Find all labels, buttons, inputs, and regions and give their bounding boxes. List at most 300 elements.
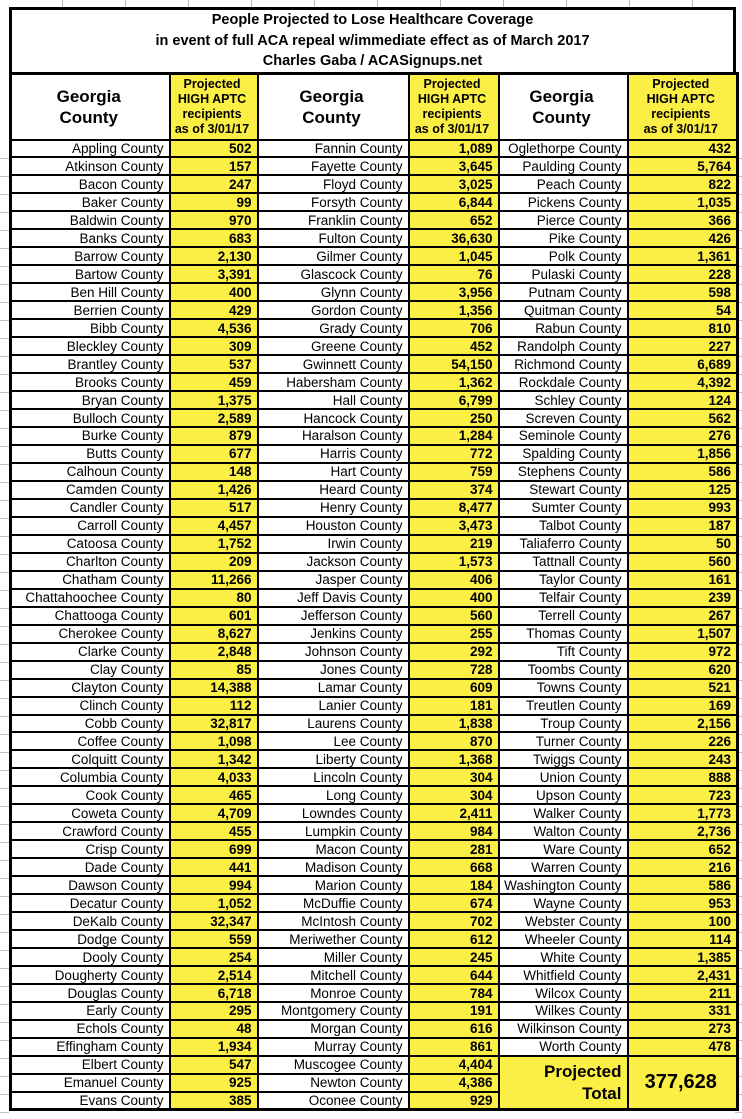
county-cell[interactable]: Mitchell County (258, 966, 409, 984)
county-cell[interactable]: Fannin County (258, 140, 409, 158)
county-cell[interactable]: Harris County (258, 445, 409, 463)
value-cell[interactable]: 54 (628, 301, 738, 319)
value-cell[interactable]: 1,385 (628, 948, 738, 966)
value-cell[interactable]: 385 (170, 1092, 258, 1110)
value-cell[interactable]: 1,342 (170, 750, 258, 768)
value-cell[interactable]: 3,025 (409, 175, 499, 193)
county-cell[interactable]: Effingham County (11, 1038, 170, 1056)
value-cell[interactable]: 374 (409, 481, 499, 499)
county-cell[interactable]: Tift County (499, 643, 628, 661)
value-cell[interactable]: 273 (628, 1020, 738, 1038)
county-cell[interactable]: Haralson County (258, 427, 409, 445)
county-cell[interactable]: Charlton County (11, 553, 170, 571)
value-cell[interactable]: 281 (409, 840, 499, 858)
county-cell[interactable]: Dade County (11, 858, 170, 876)
value-cell[interactable]: 161 (628, 571, 738, 589)
value-cell[interactable]: 455 (170, 822, 258, 840)
county-cell[interactable]: Hancock County (258, 409, 409, 427)
value-cell[interactable]: 184 (409, 876, 499, 894)
value-cell[interactable]: 1,856 (628, 445, 738, 463)
value-cell[interactable]: 1,284 (409, 427, 499, 445)
value-cell[interactable]: 295 (170, 1002, 258, 1020)
value-cell[interactable]: 239 (628, 589, 738, 607)
value-cell[interactable]: 559 (170, 930, 258, 948)
value-cell[interactable]: 3,956 (409, 283, 499, 301)
county-cell[interactable]: Emanuel County (11, 1074, 170, 1092)
county-cell[interactable]: Jenkins County (258, 625, 409, 643)
county-cell[interactable]: Brantley County (11, 355, 170, 373)
value-cell[interactable]: 459 (170, 373, 258, 391)
county-cell[interactable]: Jasper County (258, 571, 409, 589)
county-cell[interactable]: Thomas County (499, 625, 628, 643)
value-cell[interactable]: 255 (409, 625, 499, 643)
value-cell[interactable]: 243 (628, 750, 738, 768)
county-cell[interactable]: Macon County (258, 840, 409, 858)
value-cell[interactable]: 3,391 (170, 265, 258, 283)
county-cell[interactable]: Union County (499, 768, 628, 786)
county-cell[interactable]: Banks County (11, 229, 170, 247)
county-cell[interactable]: Taliaferro County (499, 535, 628, 553)
value-cell[interactable]: 245 (409, 948, 499, 966)
value-cell[interactable]: 32,817 (170, 715, 258, 733)
county-cell[interactable]: Putnam County (499, 283, 628, 301)
county-cell[interactable]: Wilkes County (499, 1002, 628, 1020)
county-cell[interactable]: McIntosh County (258, 912, 409, 930)
value-cell[interactable]: 8,477 (409, 499, 499, 517)
value-cell[interactable]: 406 (409, 571, 499, 589)
county-cell[interactable]: Bleckley County (11, 337, 170, 355)
value-cell[interactable]: 99 (170, 193, 258, 211)
county-cell[interactable]: Bryan County (11, 391, 170, 409)
county-cell[interactable]: Lowndes County (258, 804, 409, 822)
county-cell[interactable]: Cherokee County (11, 625, 170, 643)
value-cell[interactable]: 1,362 (409, 373, 499, 391)
value-cell[interactable]: 85 (170, 661, 258, 679)
county-cell[interactable]: Baldwin County (11, 211, 170, 229)
county-cell[interactable]: Miller County (258, 948, 409, 966)
county-cell[interactable]: Glascock County (258, 265, 409, 283)
value-cell[interactable]: 870 (409, 732, 499, 750)
value-cell[interactable]: 6,799 (409, 391, 499, 409)
value-cell[interactable]: 702 (409, 912, 499, 930)
value-cell[interactable]: 984 (409, 822, 499, 840)
county-cell[interactable]: Franklin County (258, 211, 409, 229)
county-cell[interactable]: Appling County (11, 140, 170, 158)
county-cell[interactable]: Bulloch County (11, 409, 170, 427)
county-cell[interactable]: Telfair County (499, 589, 628, 607)
county-cell[interactable]: Marion County (258, 876, 409, 894)
value-cell[interactable]: 1,375 (170, 391, 258, 409)
county-cell[interactable]: Carroll County (11, 517, 170, 535)
value-cell[interactable]: 227 (628, 337, 738, 355)
value-cell[interactable]: 292 (409, 643, 499, 661)
county-cell[interactable]: Muscogee County (258, 1056, 409, 1074)
value-cell[interactable]: 1,098 (170, 732, 258, 750)
value-cell[interactable]: 586 (628, 876, 738, 894)
value-cell[interactable]: 304 (409, 768, 499, 786)
county-cell[interactable]: Candler County (11, 499, 170, 517)
county-cell[interactable]: Floyd County (258, 175, 409, 193)
county-cell[interactable]: Upson County (499, 786, 628, 804)
county-cell[interactable]: Ben Hill County (11, 283, 170, 301)
value-cell[interactable]: 521 (628, 679, 738, 697)
value-cell[interactable]: 2,431 (628, 966, 738, 984)
county-cell[interactable]: Talbot County (499, 517, 628, 535)
value-cell[interactable]: 560 (628, 553, 738, 571)
county-cell[interactable]: Bartow County (11, 265, 170, 283)
value-cell[interactable]: 2,130 (170, 247, 258, 265)
value-cell[interactable]: 3,473 (409, 517, 499, 535)
county-cell[interactable]: Clinch County (11, 697, 170, 715)
county-cell[interactable]: Chattooga County (11, 607, 170, 625)
value-cell[interactable]: 54,150 (409, 355, 499, 373)
county-cell[interactable]: DeKalb County (11, 912, 170, 930)
value-cell[interactable]: 331 (628, 1002, 738, 1020)
county-cell[interactable]: Madison County (258, 858, 409, 876)
value-cell[interactable]: 478 (628, 1038, 738, 1056)
value-cell[interactable]: 4,536 (170, 319, 258, 337)
value-cell[interactable]: 32,347 (170, 912, 258, 930)
county-cell[interactable]: Wilkinson County (499, 1020, 628, 1038)
county-cell[interactable]: Schley County (499, 391, 628, 409)
value-cell[interactable]: 925 (170, 1074, 258, 1092)
value-cell[interactable]: 668 (409, 858, 499, 876)
value-cell[interactable]: 8,627 (170, 625, 258, 643)
county-cell[interactable]: Rockdale County (499, 373, 628, 391)
value-cell[interactable]: 254 (170, 948, 258, 966)
value-cell[interactable]: 219 (409, 535, 499, 553)
value-cell[interactable]: 861 (409, 1038, 499, 1056)
county-cell[interactable]: Pickens County (499, 193, 628, 211)
value-cell[interactable]: 36,630 (409, 229, 499, 247)
county-cell[interactable]: Dooly County (11, 948, 170, 966)
value-cell[interactable]: 426 (628, 229, 738, 247)
value-cell[interactable]: 2,514 (170, 966, 258, 984)
county-cell[interactable]: Meriwether County (258, 930, 409, 948)
value-cell[interactable]: 620 (628, 661, 738, 679)
value-cell[interactable]: 560 (409, 607, 499, 625)
county-cell[interactable]: Colquitt County (11, 750, 170, 768)
county-cell[interactable]: Polk County (499, 247, 628, 265)
county-cell[interactable]: Pierce County (499, 211, 628, 229)
value-cell[interactable]: 6,718 (170, 984, 258, 1002)
value-cell[interactable]: 1,752 (170, 535, 258, 553)
value-cell[interactable]: 11,266 (170, 571, 258, 589)
county-cell[interactable]: Quitman County (499, 301, 628, 319)
county-cell[interactable]: Wayne County (499, 894, 628, 912)
value-cell[interactable]: 48 (170, 1020, 258, 1038)
county-cell[interactable]: Worth County (499, 1038, 628, 1056)
value-cell[interactable]: 2,736 (628, 822, 738, 840)
value-cell[interactable]: 1,035 (628, 193, 738, 211)
value-cell[interactable]: 276 (628, 427, 738, 445)
value-cell[interactable]: 400 (409, 589, 499, 607)
value-cell[interactable]: 148 (170, 463, 258, 481)
value-cell[interactable]: 4,386 (409, 1074, 499, 1092)
county-cell[interactable]: Crawford County (11, 822, 170, 840)
value-cell[interactable]: 652 (628, 840, 738, 858)
value-cell[interactable]: 3,645 (409, 157, 499, 175)
county-cell[interactable]: Coffee County (11, 732, 170, 750)
value-cell[interactable]: 784 (409, 984, 499, 1002)
county-cell[interactable]: Evans County (11, 1092, 170, 1110)
county-cell[interactable]: Montgomery County (258, 1002, 409, 1020)
county-cell[interactable]: Habersham County (258, 373, 409, 391)
county-cell[interactable]: Decatur County (11, 894, 170, 912)
county-cell[interactable]: Forsyth County (258, 193, 409, 211)
value-cell[interactable]: 1,934 (170, 1038, 258, 1056)
header-georgia-county-2[interactable]: Georgia County (258, 74, 409, 140)
county-cell[interactable]: Cook County (11, 786, 170, 804)
county-cell[interactable]: Monroe County (258, 984, 409, 1002)
value-cell[interactable]: 1,361 (628, 247, 738, 265)
county-cell[interactable]: Warren County (499, 858, 628, 876)
county-cell[interactable]: Greene County (258, 337, 409, 355)
value-cell[interactable]: 247 (170, 175, 258, 193)
county-cell[interactable]: Paulding County (499, 157, 628, 175)
county-cell[interactable]: Jones County (258, 661, 409, 679)
value-cell[interactable]: 1,573 (409, 553, 499, 571)
county-cell[interactable]: Gilmer County (258, 247, 409, 265)
value-cell[interactable]: 2,589 (170, 409, 258, 427)
value-cell[interactable]: 652 (409, 211, 499, 229)
value-cell[interactable]: 400 (170, 283, 258, 301)
county-cell[interactable]: Liberty County (258, 750, 409, 768)
county-cell[interactable]: Treutlen County (499, 697, 628, 715)
county-cell[interactable]: Dodge County (11, 930, 170, 948)
value-cell[interactable]: 366 (628, 211, 738, 229)
county-cell[interactable]: Brooks County (11, 373, 170, 391)
value-cell[interactable]: 4,709 (170, 804, 258, 822)
value-cell[interactable]: 609 (409, 679, 499, 697)
county-cell[interactable]: Atkinson County (11, 157, 170, 175)
county-cell[interactable]: Washington County (499, 876, 628, 894)
value-cell[interactable]: 1,089 (409, 140, 499, 158)
value-cell[interactable]: 598 (628, 283, 738, 301)
value-cell[interactable]: 888 (628, 768, 738, 786)
county-cell[interactable]: Clayton County (11, 679, 170, 697)
value-cell[interactable]: 267 (628, 607, 738, 625)
value-cell[interactable]: 1,356 (409, 301, 499, 319)
county-cell[interactable]: Gwinnett County (258, 355, 409, 373)
value-cell[interactable]: 114 (628, 930, 738, 948)
county-cell[interactable]: Elbert County (11, 1056, 170, 1074)
value-cell[interactable]: 972 (628, 643, 738, 661)
value-cell[interactable]: 879 (170, 427, 258, 445)
value-cell[interactable]: 517 (170, 499, 258, 517)
value-cell[interactable]: 1,052 (170, 894, 258, 912)
value-cell[interactable]: 124 (628, 391, 738, 409)
value-cell[interactable]: 441 (170, 858, 258, 876)
county-cell[interactable]: Butts County (11, 445, 170, 463)
value-cell[interactable]: 211 (628, 984, 738, 1002)
county-cell[interactable]: White County (499, 948, 628, 966)
county-cell[interactable]: Houston County (258, 517, 409, 535)
value-cell[interactable]: 14,388 (170, 679, 258, 697)
county-cell[interactable]: Bacon County (11, 175, 170, 193)
value-cell[interactable]: 1,426 (170, 481, 258, 499)
header-aptc-recipients-1[interactable]: Projected HIGH APTC recipients as of 3/01/17 (170, 74, 258, 140)
county-cell[interactable]: Walton County (499, 822, 628, 840)
value-cell[interactable]: 100 (628, 912, 738, 930)
value-cell[interactable]: 228 (628, 265, 738, 283)
county-cell[interactable]: McDuffie County (258, 894, 409, 912)
value-cell[interactable]: 169 (628, 697, 738, 715)
value-cell[interactable]: 677 (170, 445, 258, 463)
projected-total-label[interactable] (499, 1056, 628, 1110)
county-cell[interactable]: Terrell County (499, 607, 628, 625)
county-cell[interactable]: Dawson County (11, 876, 170, 894)
county-cell[interactable]: Randolph County (499, 337, 628, 355)
county-cell[interactable]: Heard County (258, 481, 409, 499)
value-cell[interactable]: 674 (409, 894, 499, 912)
value-cell[interactable]: 1,368 (409, 750, 499, 768)
value-cell[interactable]: 125 (628, 481, 738, 499)
county-cell[interactable]: Oglethorpe County (499, 140, 628, 158)
county-cell[interactable]: Chattahoochee County (11, 589, 170, 607)
value-cell[interactable]: 970 (170, 211, 258, 229)
county-cell[interactable]: Richmond County (499, 355, 628, 373)
value-cell[interactable]: 452 (409, 337, 499, 355)
county-cell[interactable]: Towns County (499, 679, 628, 697)
value-cell[interactable]: 80 (170, 589, 258, 607)
county-cell[interactable]: Jefferson County (258, 607, 409, 625)
value-cell[interactable]: 537 (170, 355, 258, 373)
value-cell[interactable]: 547 (170, 1056, 258, 1074)
county-cell[interactable]: Lincoln County (258, 768, 409, 786)
county-cell[interactable]: Echols County (11, 1020, 170, 1038)
value-cell[interactable]: 191 (409, 1002, 499, 1020)
projected-total-value[interactable]: 377,628 (628, 1056, 738, 1110)
value-cell[interactable]: 706 (409, 319, 499, 337)
county-cell[interactable]: Sumter County (499, 499, 628, 517)
county-cell[interactable]: Laurens County (258, 715, 409, 733)
county-cell[interactable]: Lee County (258, 732, 409, 750)
value-cell[interactable]: 226 (628, 732, 738, 750)
county-cell[interactable]: Douglas County (11, 984, 170, 1002)
value-cell[interactable]: 187 (628, 517, 738, 535)
value-cell[interactable]: 1,507 (628, 625, 738, 643)
value-cell[interactable]: 810 (628, 319, 738, 337)
county-cell[interactable]: Pulaski County (499, 265, 628, 283)
county-cell[interactable]: Morgan County (258, 1020, 409, 1038)
county-cell[interactable]: Hart County (258, 463, 409, 481)
county-cell[interactable]: Jackson County (258, 553, 409, 571)
value-cell[interactable]: 994 (170, 876, 258, 894)
value-cell[interactable]: 50 (628, 535, 738, 553)
value-cell[interactable]: 4,033 (170, 768, 258, 786)
value-cell[interactable]: 76 (409, 265, 499, 283)
county-cell[interactable]: Screven County (499, 409, 628, 427)
county-cell[interactable]: Toombs County (499, 661, 628, 679)
value-cell[interactable]: 2,156 (628, 715, 738, 733)
value-cell[interactable]: 759 (409, 463, 499, 481)
county-cell[interactable]: Oconee County (258, 1092, 409, 1110)
value-cell[interactable]: 2,411 (409, 804, 499, 822)
value-cell[interactable]: 4,457 (170, 517, 258, 535)
county-cell[interactable]: Burke County (11, 427, 170, 445)
county-cell[interactable]: Stewart County (499, 481, 628, 499)
county-cell[interactable]: Columbia County (11, 768, 170, 786)
county-cell[interactable]: Rabun County (499, 319, 628, 337)
county-cell[interactable]: Troup County (499, 715, 628, 733)
value-cell[interactable]: 728 (409, 661, 499, 679)
county-cell[interactable]: Long County (258, 786, 409, 804)
county-cell[interactable]: Fulton County (258, 229, 409, 247)
county-cell[interactable]: Calhoun County (11, 463, 170, 481)
value-cell[interactable]: 772 (409, 445, 499, 463)
value-cell[interactable]: 2,848 (170, 643, 258, 661)
value-cell[interactable]: 683 (170, 229, 258, 247)
county-cell[interactable]: Clarke County (11, 643, 170, 661)
county-cell[interactable]: Murray County (258, 1038, 409, 1056)
county-cell[interactable]: Twiggs County (499, 750, 628, 768)
value-cell[interactable]: 216 (628, 858, 738, 876)
value-cell[interactable]: 601 (170, 607, 258, 625)
header-aptc-recipients-2[interactable]: Projected HIGH APTC recipients as of 3/01/17 (409, 74, 499, 140)
value-cell[interactable]: 6,844 (409, 193, 499, 211)
county-cell[interactable]: Lanier County (258, 697, 409, 715)
value-cell[interactable]: 562 (628, 409, 738, 427)
county-cell[interactable]: Jeff Davis County (258, 589, 409, 607)
county-cell[interactable]: Glynn County (258, 283, 409, 301)
county-cell[interactable]: Gordon County (258, 301, 409, 319)
county-cell[interactable]: Taylor County (499, 571, 628, 589)
value-cell[interactable]: 822 (628, 175, 738, 193)
county-cell[interactable]: Fayette County (258, 157, 409, 175)
county-cell[interactable]: Baker County (11, 193, 170, 211)
header-georgia-county-3[interactable]: Georgia County (499, 74, 628, 140)
value-cell[interactable]: 616 (409, 1020, 499, 1038)
value-cell[interactable]: 1,838 (409, 715, 499, 733)
county-cell[interactable]: Ware County (499, 840, 628, 858)
value-cell[interactable]: 250 (409, 409, 499, 427)
header-aptc-recipients-3[interactable]: Projected HIGH APTC recipients as of 3/01/17 (628, 74, 738, 140)
county-cell[interactable]: Henry County (258, 499, 409, 517)
value-cell[interactable]: 6,689 (628, 355, 738, 373)
value-cell[interactable]: 465 (170, 786, 258, 804)
value-cell[interactable]: 502 (170, 140, 258, 158)
value-cell[interactable]: 699 (170, 840, 258, 858)
value-cell[interactable]: 5,764 (628, 157, 738, 175)
county-cell[interactable]: Newton County (258, 1074, 409, 1092)
county-cell[interactable]: Bibb County (11, 319, 170, 337)
county-cell[interactable]: Tattnall County (499, 553, 628, 571)
county-cell[interactable]: Peach County (499, 175, 628, 193)
county-cell[interactable]: Pike County (499, 229, 628, 247)
value-cell[interactable]: 1,773 (628, 804, 738, 822)
county-cell[interactable]: Dougherty County (11, 966, 170, 984)
county-cell[interactable]: Catoosa County (11, 535, 170, 553)
county-cell[interactable]: Berrien County (11, 301, 170, 319)
value-cell[interactable]: 432 (628, 140, 738, 158)
county-cell[interactable]: Spalding County (499, 445, 628, 463)
value-cell[interactable]: 309 (170, 337, 258, 355)
county-cell[interactable]: Coweta County (11, 804, 170, 822)
value-cell[interactable]: 4,404 (409, 1056, 499, 1074)
value-cell[interactable]: 644 (409, 966, 499, 984)
value-cell[interactable]: 929 (409, 1092, 499, 1110)
county-cell[interactable]: Barrow County (11, 247, 170, 265)
header-georgia-county-1[interactable]: Georgia County (11, 74, 170, 140)
county-cell[interactable]: Wheeler County (499, 930, 628, 948)
county-cell[interactable]: Irwin County (258, 535, 409, 553)
county-cell[interactable]: Camden County (11, 481, 170, 499)
value-cell[interactable]: 612 (409, 930, 499, 948)
value-cell[interactable]: 1,045 (409, 247, 499, 265)
county-cell[interactable]: Cobb County (11, 715, 170, 733)
county-cell[interactable]: Lamar County (258, 679, 409, 697)
